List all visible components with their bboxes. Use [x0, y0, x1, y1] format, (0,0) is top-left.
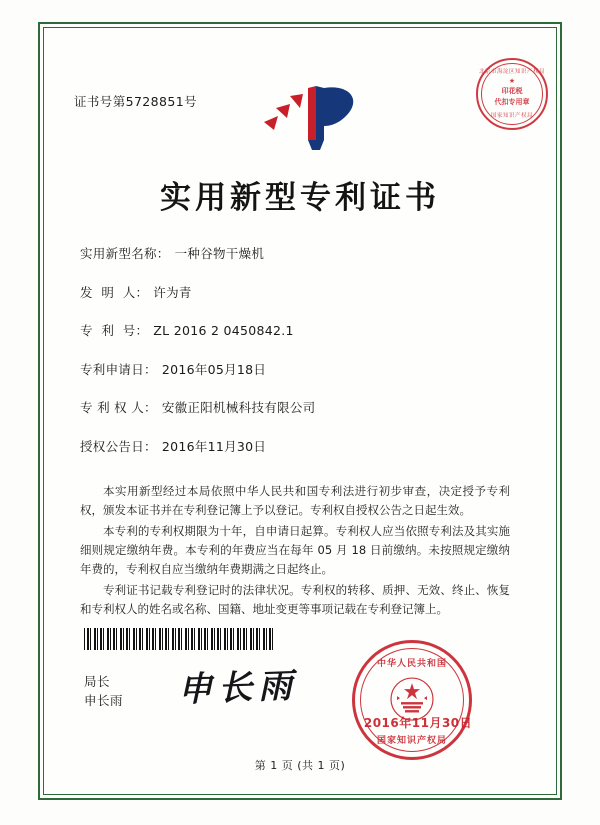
signature-labels: [84, 672, 123, 710]
field-row: [80, 437, 500, 455]
barcode: [84, 628, 274, 650]
field-row: [80, 321, 500, 339]
field-row: [80, 360, 500, 378]
field-row: [80, 283, 500, 301]
top-seal-arc-top-text: 北京市海淀区知识产权局: [478, 69, 545, 75]
body-text: [80, 482, 510, 621]
certificate-number: 证书号第5728851号: [74, 94, 197, 109]
national-seal-icon: [352, 640, 472, 760]
national-seal-arc-bottom: 国家知识产权局: [376, 736, 447, 746]
footer-page-number: 第 1 页 (共 1 页): [254, 759, 346, 772]
field-value: 安徽正阳机械科技有限公司: [161, 400, 316, 415]
field-label: 实用新型名称：: [80, 246, 170, 261]
field-row: [80, 244, 500, 262]
seal-date: 2016年11月30日: [363, 716, 473, 730]
field-label: 专 利 权 人：: [80, 400, 157, 415]
top-seal-center-text: 印花税 代扣专用章: [494, 87, 530, 106]
field-list: [80, 244, 500, 475]
field-label: 发 明 人：: [80, 284, 149, 300]
seal-star-icon: ★: [508, 77, 516, 85]
field-label: 专利申请日：: [80, 361, 157, 377]
director-title-label: 局长: [84, 674, 111, 689]
paragraph: 本实用新型经过本局依照中华人民共和国专利法进行初步审查，决定授予专利权，颁发本证书并在专利登记簿上予以登记。专利权自授权公告之日起生效。: [80, 484, 510, 517]
field-label: 专 利 号：: [80, 323, 149, 338]
handwritten-signature: 申长雨: [177, 665, 299, 711]
field-label: 授权公告日：: [80, 438, 157, 454]
top-seal-arc-bottom-text: 国家知识产权局: [490, 112, 533, 119]
paragraph: 专利证书记载专利登记时的法律状况。专利权的转移、质押、无效、终止、恢复和专利权人的姓名或名称、国籍、地址变更等事项记载在专利登记簿上。: [80, 583, 510, 616]
field-value: ZL 2016 2 0450842.1: [153, 323, 294, 338]
national-seal-arc-top: 中华人民共和国: [376, 659, 447, 669]
field-row: [80, 398, 500, 416]
director-name-label: 申长雨: [84, 693, 124, 708]
field-value: 2016年05月18日: [161, 361, 267, 377]
field-value: 2016年11月30日: [161, 438, 267, 454]
tax-stamp-seal-icon: [476, 58, 548, 130]
field-value: 许为青: [153, 284, 192, 300]
field-value: 一种谷物干燥机: [174, 246, 265, 261]
paragraph: 本专利的专利权期限为十年，自申请日起算。专利权人应当依照专利法及其实施细则规定缴纳年费。本专利的年费应当在每年 05 月 18 日前缴纳。未按照规定缴纳年费的，专利权自应当缴纳年费期满之日起终止。: [80, 524, 510, 576]
cnipa-logo-icon: [258, 78, 368, 156]
page-title: 实用新型专利证书: [160, 180, 440, 216]
